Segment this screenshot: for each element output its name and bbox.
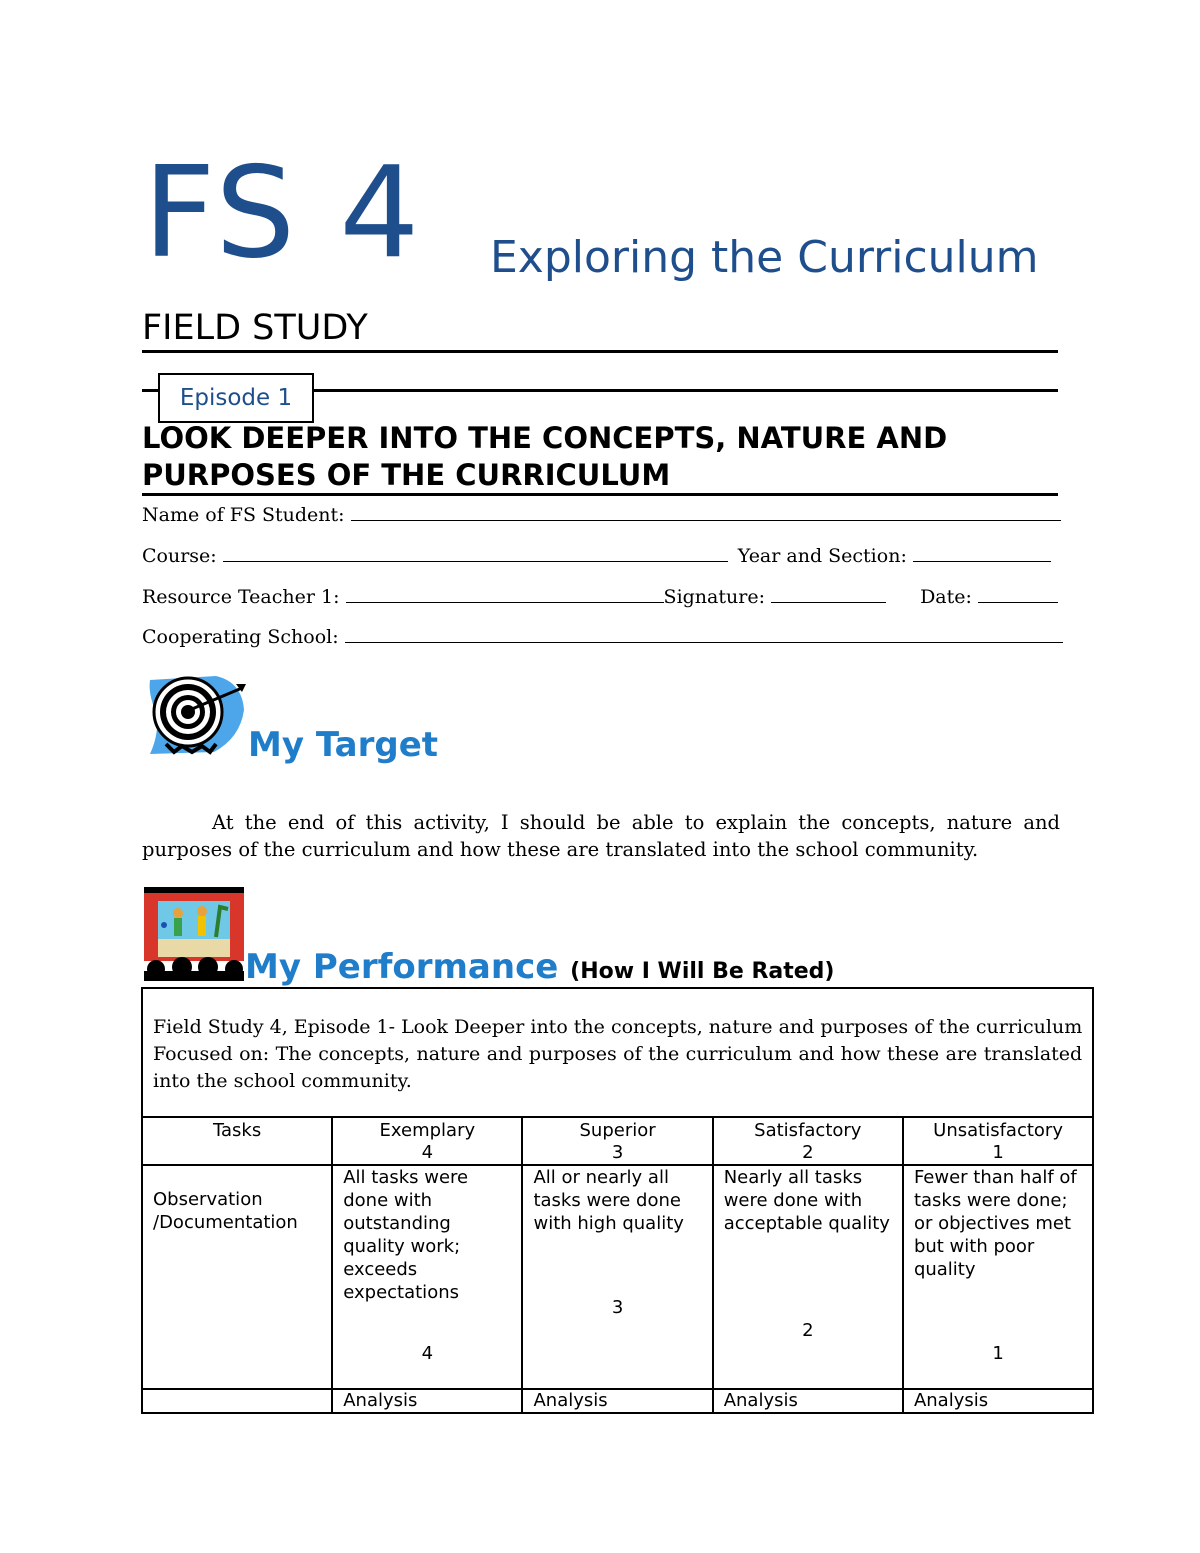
rubric-header-row [142, 1117, 1093, 1165]
rubric-intro [142, 988, 1093, 1117]
rubric-cell-score: 3 [611, 1297, 624, 1318]
table-row [142, 1389, 1093, 1413]
rubric-cell-score: 1 [992, 1343, 1004, 1364]
rubric-header [713, 1117, 903, 1165]
rubric-cell [522, 1165, 712, 1389]
rubric-intro-line1: Field Study 4, Episode 1- Look Deeper into the concepts, nature and purposes of the curriculum [153, 1016, 1083, 1038]
rubric-header-label: Tasks [213, 1120, 262, 1141]
student-name-label: Name of FS Student: [142, 504, 345, 526]
rubric-header-label: Exemplary [379, 1120, 476, 1141]
rubric-intro-line2: Focused on: The concepts, nature and purposes of the curriculum and how these are translated into the school community. [153, 1043, 1083, 1092]
rubric-cell [903, 1165, 1093, 1389]
date-field[interactable] [978, 584, 1058, 603]
rubric-cell-text: Nearly all tasks were done with acceptable quality [723, 1167, 890, 1234]
student-name-field[interactable] [351, 502, 1061, 521]
episode-badge: Episode 1 [158, 373, 314, 423]
rubric-table [141, 987, 1094, 1414]
course-field[interactable] [223, 543, 728, 562]
rubric-cell-text: All tasks were done with outstanding quality work; exceeds expectations [343, 1167, 469, 1303]
target-text [142, 809, 1060, 863]
course-label: Course: [142, 545, 217, 567]
course-row [142, 543, 1051, 567]
year-section-field[interactable] [913, 543, 1051, 562]
rubric-cell: Analysis [903, 1389, 1093, 1413]
signature-label: Signature: [663, 586, 765, 608]
page-title: LOOK DEEPER INTO THE CONCEPTS, NATURE AND PURPOSES OF THE CURRICULUM [142, 421, 948, 492]
rubric-cell [332, 1165, 522, 1389]
resource-teacher-label: Resource Teacher 1: [142, 586, 340, 608]
target-icon [144, 672, 250, 758]
table-row [142, 1165, 1093, 1389]
signature-field[interactable] [771, 584, 886, 603]
divider [142, 350, 1058, 353]
theater-icon [144, 887, 244, 981]
rubric-header-score: 3 [611, 1142, 624, 1163]
performance-heading: My Performance [245, 947, 559, 987]
rubric-cell-text: All or nearly all tasks were done with high quality [533, 1167, 684, 1234]
cooperating-school-label: Cooperating School: [142, 626, 339, 648]
cooperating-school-field[interactable] [345, 624, 1063, 643]
rubric-header-score: 1 [992, 1142, 1004, 1163]
rubric-cell-score: 2 [802, 1320, 814, 1341]
rubric-header-label: Unsatisfactory [933, 1120, 1063, 1141]
date-label: Date: [920, 586, 972, 608]
rubric-cell-text: Fewer than half of tasks were done; or objectives met but with poor quality [913, 1167, 1077, 1280]
rubric-header [142, 1117, 332, 1165]
resource-teacher-field[interactable] [346, 584, 664, 603]
rubric-cell [713, 1165, 903, 1389]
target-heading: My Target [248, 725, 439, 765]
performance-subheading: (How I Will Be Rated) [570, 959, 835, 984]
rubric-cell-score: 4 [421, 1343, 434, 1364]
rubric-header [522, 1117, 712, 1165]
performance-heading-row [245, 947, 834, 987]
year-section-label: Year and Section: [737, 545, 907, 567]
rubric-cell: Analysis [522, 1389, 712, 1413]
rubric-header-score: 4 [421, 1142, 434, 1163]
course-code: FS 4 [143, 139, 422, 286]
target-text-content: At the end of this activity, I should be able to explain the concepts, nature and purposes of the curriculum and how these are translated into the school community. [142, 811, 1060, 861]
rubric-header-label: Satisfactory [754, 1120, 862, 1141]
student-name-row [142, 502, 1061, 526]
rubric-intro-row [142, 988, 1093, 1117]
rubric-header-score: 2 [802, 1142, 814, 1163]
rubric-cell: Analysis [713, 1389, 903, 1413]
rubric-header-label: Superior [579, 1120, 656, 1141]
rubric-header [332, 1117, 522, 1165]
resource-teacher-row [142, 584, 1058, 608]
course-title: Exploring the Curriculum [490, 232, 1039, 283]
rubric-criterion [142, 1389, 332, 1413]
rubric-criterion: Observation /Documentation [142, 1165, 332, 1389]
cooperating-school-row [142, 624, 1063, 648]
rubric-cell: Analysis [332, 1389, 522, 1413]
divider [142, 493, 1058, 496]
program-label: FIELD STUDY [142, 308, 368, 348]
rubric-header [903, 1117, 1093, 1165]
